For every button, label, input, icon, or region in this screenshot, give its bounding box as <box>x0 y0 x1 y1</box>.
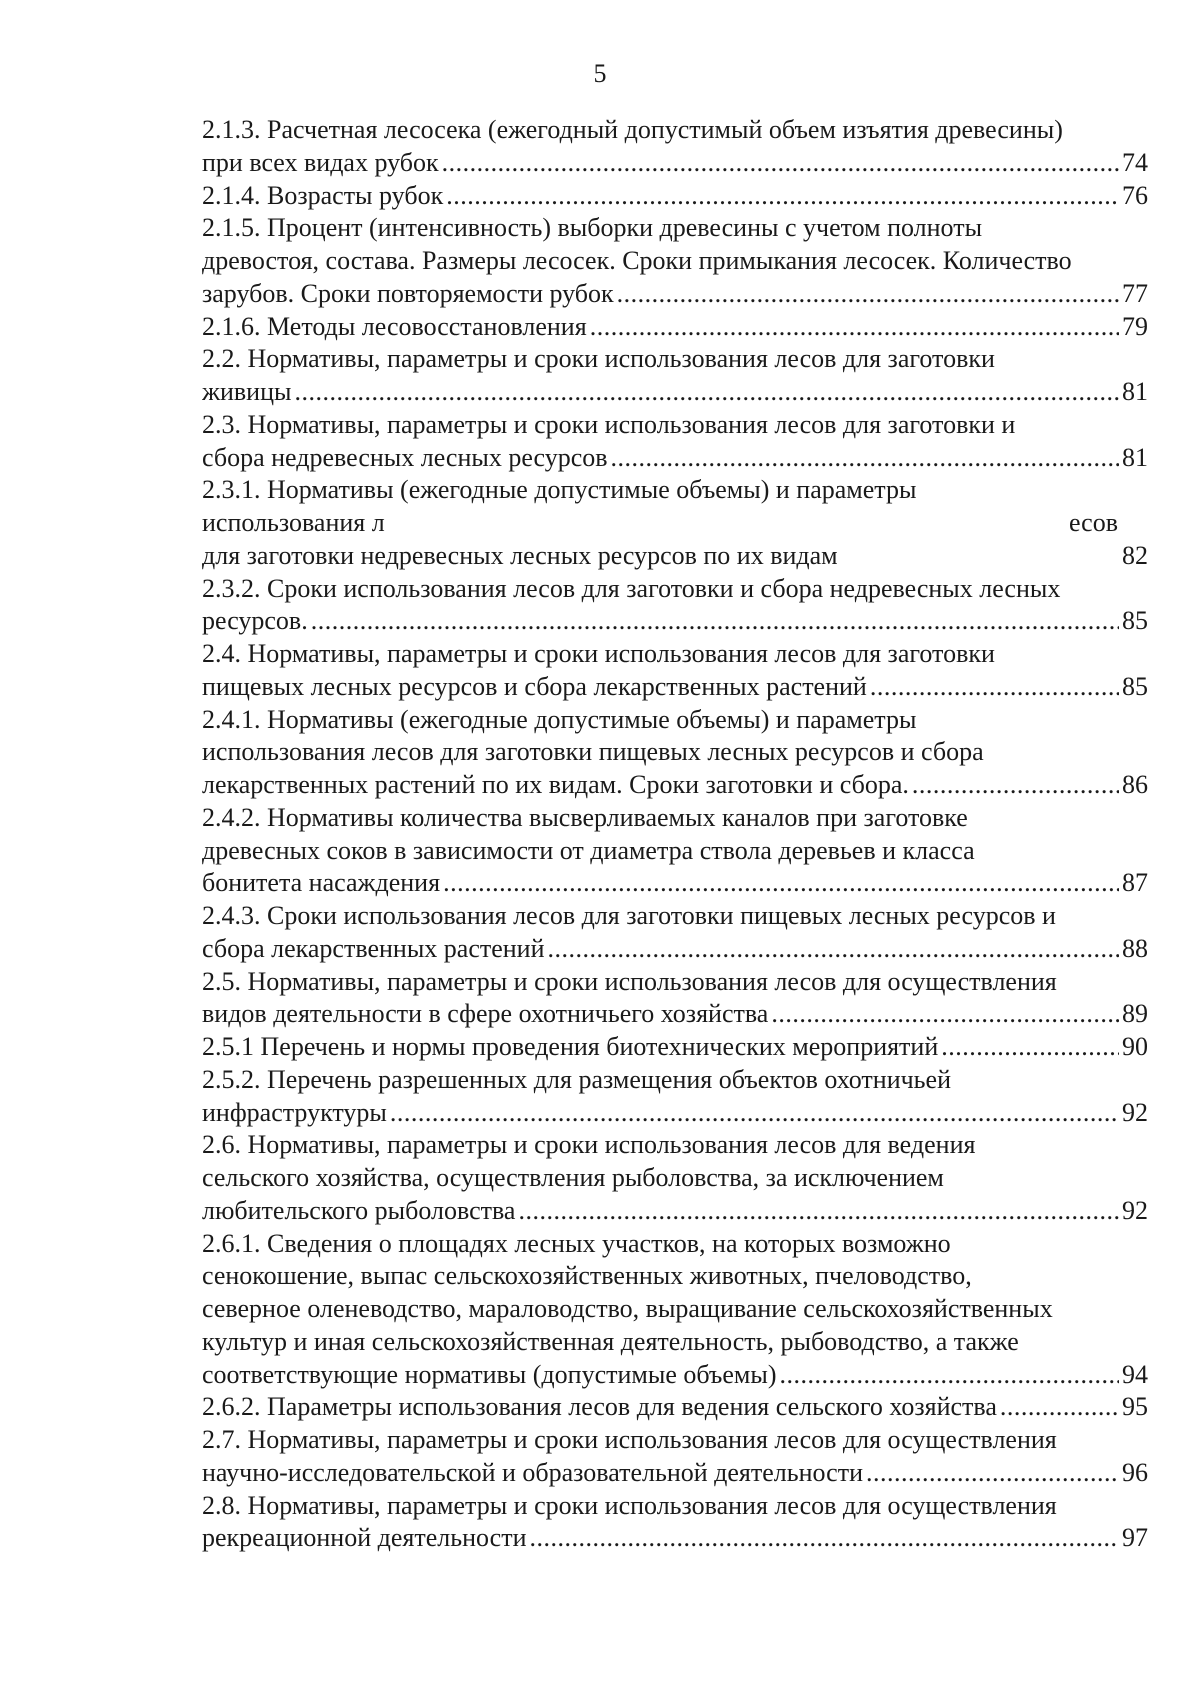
dot-leader <box>443 867 1119 900</box>
toc-entry-text: 2.3. Нормативы, параметры и сроки использования лесов для заготовки и <box>202 409 1016 439</box>
table-of-contents <box>202 114 1148 1555</box>
dot-leader <box>442 147 1119 180</box>
dot-leader <box>771 998 1119 1031</box>
toc-entry-text: для заготовки недревесных лесных ресурсов по их видам <box>202 540 838 570</box>
toc-entry-text: пищевых лесных ресурсов и сбора лекарственных растений <box>202 671 867 701</box>
toc-entry[interactable] <box>202 1064 1148 1130</box>
toc-entry-line <box>202 311 1148 344</box>
toc-entry-line <box>202 671 1148 704</box>
toc-entry-line <box>202 474 1148 507</box>
toc-entry-text: сбора лекарственных растений <box>202 933 545 963</box>
toc-entry-line <box>202 1359 1148 1392</box>
toc-entry-line <box>202 1391 1148 1424</box>
toc-entry[interactable] <box>202 1424 1148 1490</box>
toc-entry-text: 2.2. Нормативы, параметры и сроки использования лесов для заготовки <box>202 344 995 374</box>
toc-page-number: 85 <box>1122 606 1148 636</box>
toc-entry-text: 2.6.1. Сведения о площадях лесных участков, на которых возможно <box>202 1228 951 1258</box>
toc-page-number: 76 <box>1122 180 1148 210</box>
toc-entry-text: зарубов. Сроки повторяемости рубок <box>202 278 614 308</box>
toc-entry-text: использования л <box>202 508 385 537</box>
toc-entry[interactable] <box>202 704 1148 802</box>
toc-entry-line <box>202 1064 1148 1097</box>
toc-page-number: 77 <box>1122 278 1148 308</box>
toc-entry-text: инфраструктуры <box>202 1097 387 1127</box>
toc-entry-line <box>202 1457 1148 1490</box>
toc-entry-line <box>202 1490 1148 1523</box>
dot-leader <box>611 442 1119 475</box>
toc-entry[interactable] <box>202 409 1148 475</box>
toc-entry-text: видов деятельности в сфере охотничьего хозяйства <box>202 999 769 1029</box>
toc-entry-text: 2.1.6. Методы лесовосстановления <box>202 311 587 341</box>
toc-entry-text: ресурсов. <box>202 606 308 636</box>
toc-entry-line <box>202 1424 1148 1457</box>
toc-entry[interactable] <box>202 1129 1148 1227</box>
toc-page-number: 90 <box>1122 1032 1148 1061</box>
dot-leader <box>866 1457 1119 1490</box>
toc-page-number: 97 <box>1122 1523 1148 1553</box>
dot-leader <box>548 933 1119 966</box>
toc-entry-text: рекреационной деятельности <box>202 1523 527 1553</box>
toc-entry-text: древесных соков в зависимости от диаметра ствола деревьев и класса <box>202 835 975 865</box>
toc-entry-text: 2.3.1. Нормативы (ежегодные допустимые объемы) и параметры <box>202 475 917 505</box>
toc-entry-line <box>202 966 1148 999</box>
toc-entry-line <box>202 442 1148 475</box>
dot-leader <box>870 671 1119 704</box>
toc-entry[interactable] <box>202 1490 1148 1556</box>
toc-entry-line <box>202 1162 1148 1195</box>
dot-leader <box>912 769 1119 802</box>
toc-entry-line <box>202 507 1148 540</box>
toc-page-number: 88 <box>1122 933 1148 963</box>
toc-entry-line <box>202 147 1148 180</box>
toc-page-number: 94 <box>1122 1359 1148 1389</box>
toc-page-number: 89 <box>1122 999 1148 1029</box>
toc-entry-line <box>202 736 1148 769</box>
toc-entry[interactable] <box>202 1031 1148 1064</box>
toc-entry-text: 2.8. Нормативы, параметры и сроки использования лесов для осуществления <box>202 1490 1057 1520</box>
toc-page-number: 81 <box>1122 377 1148 406</box>
toc-entry-text: соответствующие нормативы (допустимые объемы) <box>202 1359 777 1389</box>
dot-leader <box>617 278 1119 311</box>
toc-entry[interactable] <box>202 180 1148 213</box>
toc-page-number: 85 <box>1122 671 1148 701</box>
toc-entry-line <box>202 704 1148 737</box>
toc-entry-text: 2.1.5. Процент (интенсивность) выборки древесины с учетом полноты <box>202 213 983 243</box>
toc-page-number: 81 <box>1122 442 1148 472</box>
toc-entry-text: 2.4.2. Нормативы количества высверливаемых каналов при заготовке <box>202 802 968 832</box>
toc-entry-text: 2.4.1. Нормативы (ежегодные допустимые объемы) и параметры <box>202 704 917 734</box>
dot-leader <box>590 311 1119 344</box>
toc-entry-text: 2.1.3. Расчетная лесосека (ежегодный допустимый объем изъятия древесины) <box>202 115 1063 144</box>
toc-entry-text: 2.4. Нормативы, параметры и сроки использования лесов для заготовки <box>202 639 995 668</box>
toc-entry-line <box>202 1522 1148 1555</box>
dot-leader <box>311 605 1119 638</box>
toc-entry-text: научно-исследовательской и образовательной деятельности <box>202 1457 863 1487</box>
toc-entry-line <box>202 933 1148 966</box>
toc-page-number: 74 <box>1122 147 1148 177</box>
toc-entry-text: древостоя, состава. Размеры лесосек. Сроки примыкания лесосек. Количество <box>202 246 1072 275</box>
toc-entry-line <box>202 540 1148 573</box>
toc-entry-text: лекарственных растений по их видам. Сроки заготовки и сбора. <box>202 770 909 799</box>
toc-entry[interactable] <box>202 212 1148 310</box>
toc-entry[interactable] <box>202 900 1148 966</box>
toc-entry-line <box>202 1293 1148 1326</box>
toc-entry-text: сенокошение, выпас сельскохозяйственных животных, пчеловодство, <box>202 1261 972 1291</box>
toc-entry-line <box>202 245 1148 278</box>
toc-entry-text: северное оленеводство, мараловодство, выращивание сельскохозяйственных <box>202 1294 1053 1323</box>
toc-entry-text: 2.7. Нормативы, параметры и сроки использования лесов для осуществления <box>202 1425 1057 1454</box>
toc-entry-line <box>202 605 1148 638</box>
toc-entry-text: 2.5.2. Перечень разрешенных для размещения объектов охотничьей <box>202 1064 951 1094</box>
toc-entry-line <box>202 1195 1148 1228</box>
dot-leader <box>941 1031 1119 1064</box>
toc-entry-line <box>202 638 1148 671</box>
toc-entry-line <box>202 1228 1148 1261</box>
dot-leader <box>518 1195 1119 1228</box>
toc-page-number: 96 <box>1122 1457 1148 1487</box>
toc-entry-text: сельского хозяйства, осуществления рыболовства, за исключением <box>202 1163 944 1192</box>
toc-entry-text: 2.5.1 Перечень и нормы проведения биотехнических мероприятий <box>202 1032 939 1061</box>
toc-entry[interactable] <box>202 311 1148 344</box>
toc-entry-line <box>202 802 1148 835</box>
dot-leader <box>390 1097 1119 1130</box>
toc-entry-text: живицы <box>202 377 292 406</box>
toc-entry-line <box>202 573 1148 606</box>
toc-entry-line <box>202 998 1148 1031</box>
toc-entry-text: культур и иная сельскохозяйственная деятельность, рыбоводство, а также <box>202 1326 1019 1356</box>
toc-entry-text: 2.1.4. Возрасты рубок <box>202 180 444 210</box>
toc-entry-line <box>202 180 1148 213</box>
toc-entry[interactable] <box>202 343 1148 409</box>
toc-entry-text: бонитета насаждения <box>202 868 441 898</box>
dot-leader <box>294 376 1119 409</box>
toc-page-number: 92 <box>1122 1097 1148 1127</box>
toc-entry-line <box>202 376 1148 409</box>
toc-entry-line <box>202 769 1148 802</box>
toc-page-number: 86 <box>1122 770 1148 799</box>
toc-entry-line <box>202 1097 1148 1130</box>
toc-entry-line <box>202 278 1148 311</box>
toc-entry[interactable] <box>202 573 1148 639</box>
toc-entry[interactable] <box>202 1391 1148 1424</box>
toc-entry-line <box>202 409 1148 442</box>
toc-entry[interactable] <box>202 638 1148 704</box>
toc-entry-line <box>202 1260 1148 1293</box>
toc-entry-line <box>202 900 1148 933</box>
toc-page-number: 87 <box>1122 868 1148 898</box>
toc-page-number: 95 <box>1122 1392 1148 1422</box>
toc-entry-text: 2.5. Нормативы, параметры и сроки использования лесов для осуществления <box>202 966 1057 996</box>
toc-entry-line <box>202 1129 1148 1162</box>
toc-entry-line <box>202 867 1148 900</box>
toc-entry-line <box>202 1326 1148 1359</box>
toc-entry[interactable] <box>202 114 1148 180</box>
dot-leader <box>780 1359 1119 1392</box>
toc-entry-text: использования лесов для заготовки пищевых лесных ресурсов и сбора <box>202 737 984 767</box>
dot-leader <box>446 180 1119 213</box>
page-number: 5 <box>593 59 607 88</box>
toc-page-number: 92 <box>1122 1195 1148 1225</box>
toc-entry-text: 2.6.2. Параметры использования лесов для ведения сельского хозяйства <box>202 1392 997 1422</box>
dot-leader <box>529 1522 1119 1555</box>
toc-entry[interactable] <box>202 802 1148 900</box>
toc-entry[interactable] <box>202 474 1148 572</box>
toc-entry-line <box>202 212 1148 245</box>
dot-leader <box>1000 1391 1119 1424</box>
toc-entry-text: сбора недревесных лесных ресурсов <box>202 442 608 472</box>
toc-entry-line <box>202 114 1148 147</box>
toc-entry-text: 2.6. Нормативы, параметры и сроки использования лесов для ведения <box>202 1130 976 1160</box>
toc-entry[interactable] <box>202 1228 1148 1392</box>
toc-entry-line <box>202 835 1148 868</box>
toc-entry-text: 2.4.3. Сроки использования лесов для заготовки пищевых лесных ресурсов и <box>202 901 1056 930</box>
toc-entry-text: при всех видах рубок <box>202 147 439 177</box>
toc-entry[interactable] <box>202 966 1148 1032</box>
toc-entry-line <box>202 1031 1148 1064</box>
toc-entry-text: любительского рыболовства <box>202 1195 516 1225</box>
toc-entry-text: 2.3.2. Сроки использования лесов для заготовки и сбора недревесных лесных <box>202 573 1061 603</box>
toc-page-number: 82 <box>1122 540 1148 570</box>
toc-page-number: 79 <box>1122 311 1148 341</box>
toc-entry-text: есов <box>1068 508 1118 537</box>
toc-entry-line <box>202 343 1148 376</box>
